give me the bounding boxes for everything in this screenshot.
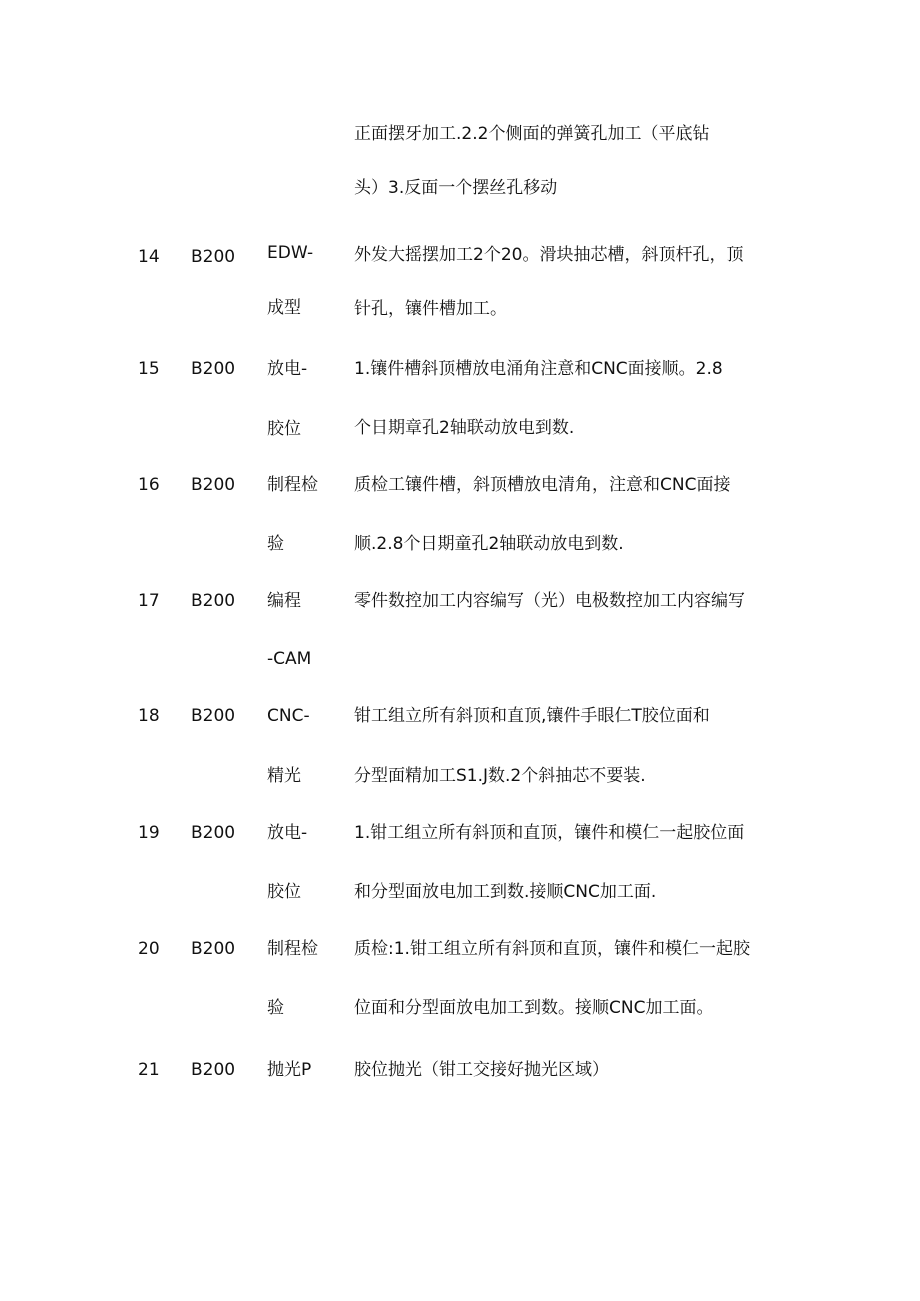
row-description-line-1: 零件数控加工内容编写（光）电极数控加工内容编写 [354,591,745,611]
row-process-line-1: 放电- [267,359,308,379]
row-process-line-1: 制程检 [267,939,318,959]
row-description-line-1: 钳工组立所有斜顶和直顶,镶件手眼仁T胶位面和 [354,706,710,726]
row-description-line-1: 质检:1.钳工组立所有斜顶和直顶，镶件和模仁一起胶 [354,939,750,959]
intro-line-1: 正面摆牙加工.2.2个侧面的弹簧孔加工（平底钻 [354,124,710,144]
row-process-line-1: 抛光P [267,1060,312,1080]
row-process-line-2: 胶位 [267,419,301,439]
row-process-line-2: 成型 [267,298,301,318]
row-number: 17 [138,591,160,611]
row-code: B200 [191,706,236,726]
row-code: B200 [191,1060,236,1080]
row-code: B200 [191,247,236,267]
row-number: 19 [138,823,160,843]
row-description-line-1: 质检工镶件槽，斜顶槽放电清角，注意和CNC面接 [354,475,731,495]
row-number: 20 [138,939,160,959]
row-process-line-2: 胶位 [267,882,301,902]
row-description-line-2: 和分型面放电加工到数.接顺CNC加工面. [354,882,657,902]
row-description-line-1: 1.镶件槽斜顶槽放电涌角注意和CNC面接顺。2.8 [354,359,723,379]
row-number: 18 [138,706,160,726]
row-description-line-2: 个日期章孔2轴联动放电到数. [354,418,575,438]
row-number: 14 [138,247,160,267]
row-number: 21 [138,1060,160,1080]
row-description-line-2: 顺.2.8个日期童孔2轴联动放电到数. [354,534,624,554]
row-process-line-1: 编程 [267,591,301,611]
row-process-line-1: CNC- [267,706,310,726]
row-description-line-1: 胶位抛光（钳工交接好抛光区域） [354,1060,609,1080]
row-description-line-2: 分型面精加工S1.J数.2个斜抽芯不要装. [354,766,646,786]
row-code: B200 [191,475,236,495]
row-process-line-2: 验 [267,998,284,1018]
row-code: B200 [191,591,236,611]
row-process-line-1: 制程检 [267,475,318,495]
row-process-line-1: 放电- [267,823,308,843]
row-description-line-2: 位面和分型面放电加工到数。接顺CNC加工面。 [354,998,714,1018]
row-code: B200 [191,939,236,959]
row-process-line-2: 精光 [267,766,301,786]
row-description-line-2: 针孔，镶件槽加工。 [354,299,507,319]
row-code: B200 [191,359,236,379]
row-process-line-1: EDW- [267,243,314,263]
row-process-line-2: -CAM [267,649,312,669]
intro-line-2: 头）3.反面一个摆丝孔移动 [354,178,558,198]
row-process-line-2: 验 [267,534,284,554]
row-number: 16 [138,475,160,495]
row-description-line-1: 1.钳工组立所有斜顶和直顶，镶件和模仁一起胶位面 [354,823,745,843]
row-number: 15 [138,359,160,379]
row-description-line-1: 外发大摇摆加工2个20。滑块抽芯槽，斜顶杆孔，顶 [354,245,744,265]
row-code: B200 [191,823,236,843]
